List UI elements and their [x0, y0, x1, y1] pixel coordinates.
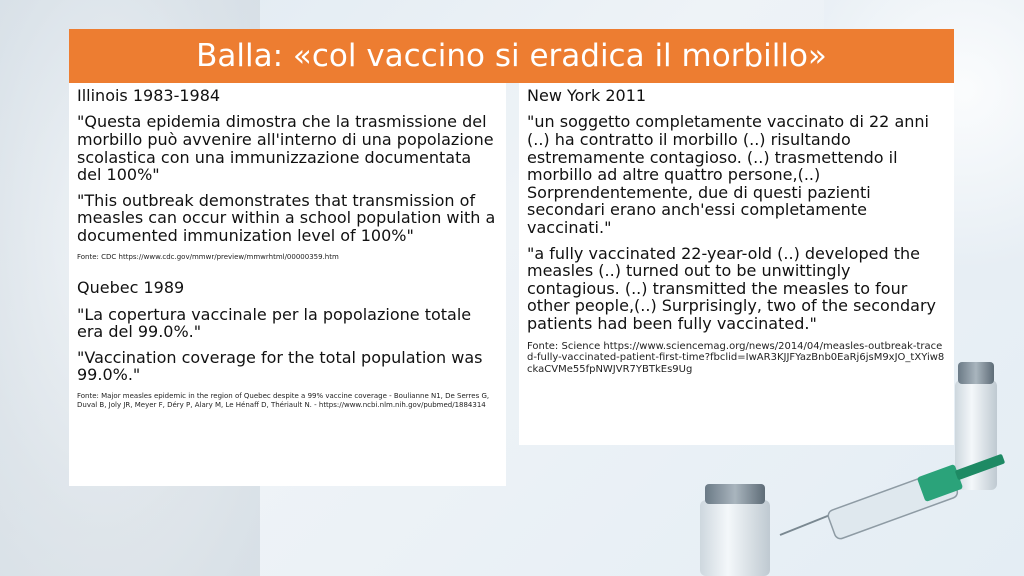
title-bar: [69, 29, 954, 83]
vial-front: [700, 500, 770, 576]
quote-english-new-york: "a fully vaccinated 22-year-old (..) developed the measles (..) turned out to be unwittingly contagious. (..) transmitted the measles to four other people,(..) Surprisingly, two of the secondary patients had been fully vaccinated.": [527, 243, 936, 333]
quote-italian-new-york: "un soggetto completamente vaccinato di 22 anni (..) ha contratto il morbillo (..) risultando estremamente contagioso. (..) trasmettendo il morbillo ad altre quattro persone,(..) Sorprendentemente, due di questi pazienti secondari erano anch'essi completamente vaccinati.": [527, 112, 929, 237]
vial-front-cap: [705, 484, 765, 504]
left-panel: [69, 83, 506, 486]
source-quebec: Fonte: Major measles epidemic in the region of Quebec despite a 99% vaccine coverage - Boulianne N1, De Serres G, Duval B, Joly JR, Meyer F, Déry P, Alary M, Le Hénaff D, Thériault N. - https://www.ncbi.nlm.nih.gov/pubmed/1884314: [77, 392, 490, 409]
page-title: Balla: «col vaccino si eradica il morbillo»: [196, 38, 827, 74]
section-heading-illinois: Illinois 1983-1984: [77, 86, 221, 105]
right-panel: [519, 83, 954, 445]
source-illinois: Fonte: CDC https://www.cdc.gov/mmwr/preview/mmwrhtml/00000359.htm: [77, 252, 339, 261]
section-heading-quebec: Quebec 1989: [77, 278, 185, 298]
syringe-icon: [770, 440, 1020, 550]
quote-italian-illinois: "Questa epidemia dimostra che la trasmissione del morbillo può avvenire all'interno di una popolazione scolastica con una immunizzazione documentata del 100%": [77, 112, 494, 185]
quote-english-illinois: "This outbreak demonstrates that transmission of measles can occur within a school population with a documented immunization level of 100%": [77, 190, 496, 245]
source-new-york: Fonte: Science https://www.sciencemag.org/news/2014/04/measles-outbreak-traced-fully-vaccinated-patient-first-time?fbclid=IwAR3KJJFYazBnb0EaRj6jsM9xJO_tXYiw8ckaCVMe55fpNWJVR7YBTkEs9Ug: [527, 340, 945, 375]
vial-back-cap: [958, 362, 994, 384]
section-heading-new-york: New York 2011: [527, 86, 647, 105]
quote-english-quebec: "Vaccination coverage for the total population was 99.0%.": [77, 347, 483, 385]
quote-italian-quebec: "La copertura vaccinale per la popolazione totale era del 99.0%.": [77, 304, 472, 342]
